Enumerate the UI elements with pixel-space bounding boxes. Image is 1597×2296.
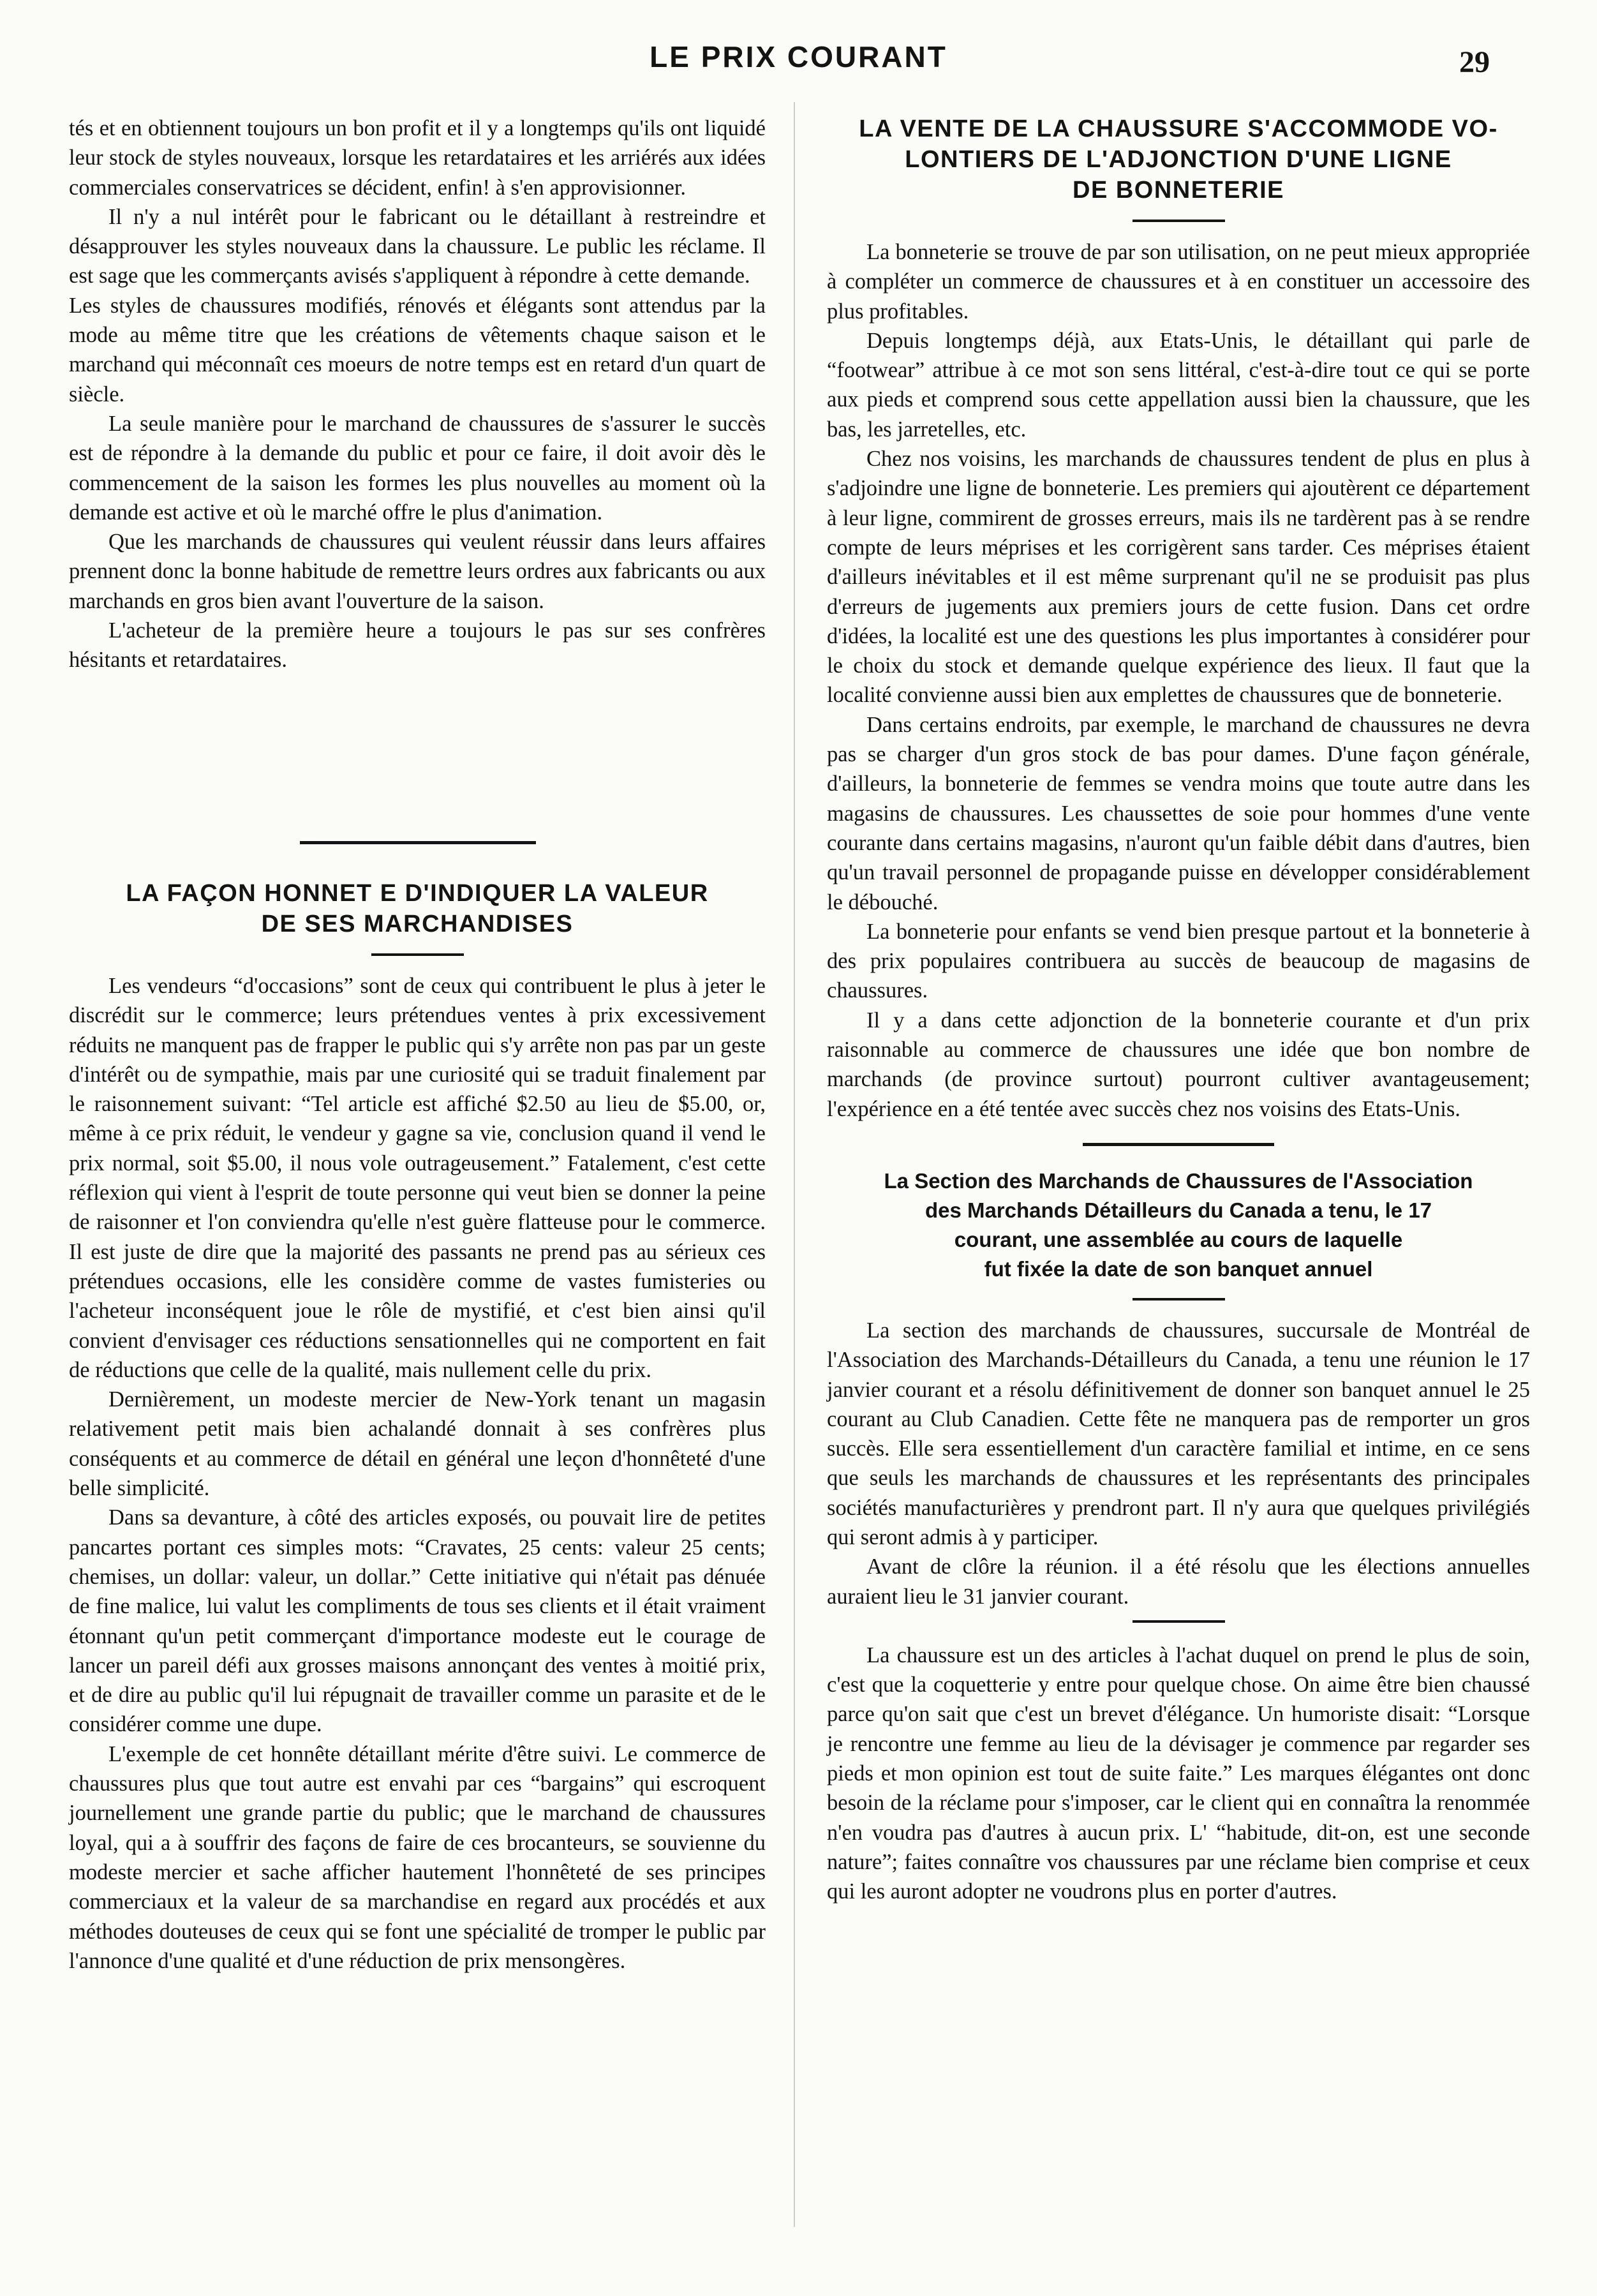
page-number: 29 [1459, 45, 1490, 79]
headline-line: courant, une assemblée au cours de laquelle [954, 1227, 1403, 1251]
paragraph: Avant de clôre la réunion. il a été résolu que les élections annuelles auraient lieu le 31 janvier courant. [827, 1554, 1530, 1609]
article-headline [69, 878, 766, 939]
article-headline [827, 1167, 1530, 1284]
section-rule [1083, 1143, 1274, 1146]
paragraph: Il n'y a nul intérêt pour le fabricant ou le détaillant à restreindre et désapprouver les styles nouveaux dans la chaussure. Le public les réclame. Il est sage que les commerçants avisés s'appliquent à répondre à cette demande. [69, 204, 766, 288]
paragraph: tés et en obtiennent toujours un bon profit et il y a longtemps qu'ils ont liquidé leur stock de styles nouveaux, lorsque les retardataires et les arriérés aux idées commerciales conservatrices se décident, enfin! à s'en approvisionner. [69, 116, 766, 200]
paragraph: Il y a dans cette adjonction de la bonneterie courante et d'un prix raisonnable au commerce de chaussures une idée que bon nombre de marchands (de province surtout) pourront cultiver avantageusement; l'expérience en a été tentée avec succès chez nos voisins des Etats-Unis. [827, 1008, 1530, 1121]
paragraph: L'acheteur de la première heure a toujours le pas sur ses confrères hésitants et retardataires. [69, 618, 766, 673]
paragraph: La bonneterie se trouve de par son utilisation, on ne peut mieux appropriée à compléter un commerce de chaussures et à en constituer un accessoire des plus profitables. [827, 240, 1530, 324]
paragraph: Les vendeurs “d'occasions” sont de ceux qui contribuent le plus à jeter le discrédit sur le commerce; leurs prétendues ventes à prix excessivement réduits ne manquent pas de frapper le public qui s'y arrête non pas par un geste d'intérêt ou de sympathie, mais par une curiosité qui se traduit finalement par le raisonnement suivant: “Tel article est affiché $2.50 au lieu de $5.00, or, même à ce prix réduit, le vendeur y gagne sa vie, conclusion quand il vend le prix normal, soit $5.00, il nous vole outrageusement.” Fatalement, c'est cette réflexion qui vient à l'esprit de toute personne qui veut bien se donner la peine de raisonner et l'on conviendra qu'elle n'est guère flatteuse pour le commerce. Il est juste de dire que la majorité des passants ne prend pas au sérieux ces prétendues occasions, elle les considère comme de vastes fumisteries ou l'acheteur inconséquent joue le rôle de mystifié, et c'est bien ainsi qu'il convient d'envisager ces réductions sensationnelles qui ne comportent en fait de réductions que celle de la qualité, mais nullement celle du prix. [69, 974, 766, 1382]
headline-line: DE BONNETERIE [1073, 177, 1284, 204]
paragraph: La bonneterie pour enfants se vend bien presque partout et la bonneterie à des prix populaires contribuera au succès de beaucoup de magasins de chaussures. [827, 919, 1530, 1003]
section-rule [1133, 1620, 1225, 1623]
paragraph: Chez nos voisins, les marchands de chaussures tendent de plus en plus à s'adjoindre une ligne de bonneterie. Les premiers qui ajoutèrent ce département à leur ligne, commirent de grosses erreurs, mais ils ne tardèrent pas à se rendre compte de leurs méprises et les corrigèrent sans tarder. Ces méprises étaient d'ailleurs inévitables et il est même surprenant qu'il ne se produisit pas plus d'erreurs de jugements aux premiers jours de cette fusion. Dans cet ordre d'idées, la localité est une des questions les plus importantes à considérer pour le choix du stock et demande quelque expérience des lieux. Il faut que la localité convienne aussi bien aux emplettes de chaussures que de bonneterie. [827, 447, 1530, 708]
paragraph: Dernièrement, un modeste mercier de New-York tenant un magasin relativement petit mais bien achalandé donnait à ses confrères plus conséquents et au commerce de détail en général une leçon d'honnêteté d'une belle simplicité. [69, 1387, 766, 1501]
paragraph: La chaussure est un des articles à l'achat duquel on prend le plus de soin, c'est que la coquetterie y entre pour quelque chose. On aime être bien chaussé parce qu'on sait que c'est un brevet d'élégance. Un humoriste disait: “Lorsque je rencontre une femme au lieu de la dévisager je commence par regarder ses pieds et mon opinion est tout de suite faite.” Les marques élégantes ont donc besoin de la réclame pour s'imposer, car le client qui en connaîtra la renommée n'en voudra pas d'autres à aucun prix. L' “habitude, dit-on, est une seconde nature”; faites connaître vos chaussures par une réclame bien comprise et ceux qui les auront adopter ne voudrons plus en porter d'autres. [827, 1643, 1530, 1904]
headline-line: DE SES MARCHANDISES [261, 911, 574, 937]
article-honest-value [69, 878, 766, 1976]
headline-line: LA VENTE DE LA CHAUSSURE S'ACCOMMODE VO- [859, 116, 1498, 142]
right-column [827, 114, 1530, 1907]
left-continuation [69, 114, 766, 675]
headline-line: des Marchands Détailleurs du Canada a tenu, le 17 [925, 1198, 1432, 1222]
section-rule [300, 841, 536, 844]
headline-rule [1133, 1298, 1225, 1301]
column-divider [794, 102, 795, 2227]
paragraph: Que les marchands de chaussures qui veulent réussir dans leurs affaires prennent donc la bonne habitude de remettre leurs ordres aux fabricants ou aux marchands en gros bien avant l'ouverture de la saison. [69, 530, 766, 613]
headline-line: La Section des Marchands de Chaussures de l'Association [884, 1168, 1473, 1193]
paragraph: L'exemple de cet honnête détaillant mérite d'être suivi. Le commerce de chaussures plus que tout autre est envahi par ces “bargains” qui escroquent journellement une grande partie du public; que le marchand de chaussures loyal, qui a à souffrir des façons de faire de ces brocanteurs, se souvienne du modeste mercier et sache afficher hautement l'honnêteté de ses principes commerciaux et la valeur de sa marchandise en regard aux procédés et aux méthodes douteuses de ceux qui se font une spécialité de tromper le public par l'annonce d'une qualité et d'une réduction de prix mensongères. [69, 1741, 766, 1973]
paragraph: Dans certains endroits, par exemple, le marchand de chaussures ne devra pas se charger d'un gros stock de bas pour dames. D'une façon générale, d'ailleurs, la bonneterie de femmes se vendra moins que toute autre dans les magasins de chaussures. Les chaussettes de soie pour hommes d'une vente courante dans certains magasins, n'auront qu'un faible débit dans d'autres, bien qu'un travail personnel de propagande puisse en développer considérablement le débouché. [827, 712, 1530, 914]
running-head: LE PRIX COURANT [650, 40, 947, 73]
paragraph: Depuis longtemps déjà, aux Etats-Unis, le détaillant qui parle de “footwear” attribue à ce mot son sens littéral, c'est-à-dire tout ce qui se porte aux pieds et comprend sous cette appellation aussi bien la chaussure, que les bas, les jarretelles, etc. [827, 328, 1530, 442]
paragraph: Dans sa devanture, à côté des articles exposés, ou pouvait lire de petites pancartes portant ces simples mots: “Cravates, 25 cents: valeur 25 cents; chemises, un dollar: valeur, un dollar.” Cette initiative qui n'était pas dénuée de fine malice, lui valut les compliments de tous ses clients et il était vraiment étonnant qu'un petit commerçant d'importance modeste eut le courage de lancer un pareil défi aux grosses maisons annonçant des ventes à moitié prix, et de dire au public qu'il lui répugnait de travailler comme un parasite et de le considérer comme une dupe. [69, 1505, 766, 1737]
headline-line: fut fixée la date de son banquet annuel [984, 1256, 1373, 1281]
paragraph: La section des marchands de chaussures, succursale de Montréal de l'Association des Marchands-Détailleurs du Canada, a tenu une réunion le 17 janvier courant et a résolu définitivement de donner son banquet annuel le 25 courant au Club Canadien. Cette fête ne manquera pas de remporter un gros succès. Elle sera essentiellement d'un caractère familial et intime, en ce sens que seuls les marchands de chaussures et les représentants des principales sociétés manufacturières y prendront part. Il n'y aura que quelques privilégiés qui seront admis à y participer. [827, 1318, 1530, 1549]
headline-rule [1133, 220, 1225, 222]
article-headline [827, 114, 1530, 205]
paragraph: Les styles de chaussures modifiés, rénovés et élégants sont attendus par la mode au même titre que les créations de vêtements chaque saison et le marchand qui méconnaît ces moeurs de notre temps est en retard d'un quart de siècle. [69, 293, 766, 406]
headline-rule [371, 953, 464, 956]
headline-line: LA FAÇON HONNET E D'INDIQUER LA VALEUR [126, 880, 709, 907]
paragraph: La seule manière pour le marchand de chaussures de s'assurer le succès est de répondre à la demande du public et pour ce faire, il doit avoir dès le commencement de la saison les formes les plus nouvelles au moment où la demande est active et où le marché offre le plus d'animation. [69, 411, 766, 525]
headline-line: LONTIERS DE L'ADJONCTION D'UNE LIGNE [905, 146, 1452, 173]
